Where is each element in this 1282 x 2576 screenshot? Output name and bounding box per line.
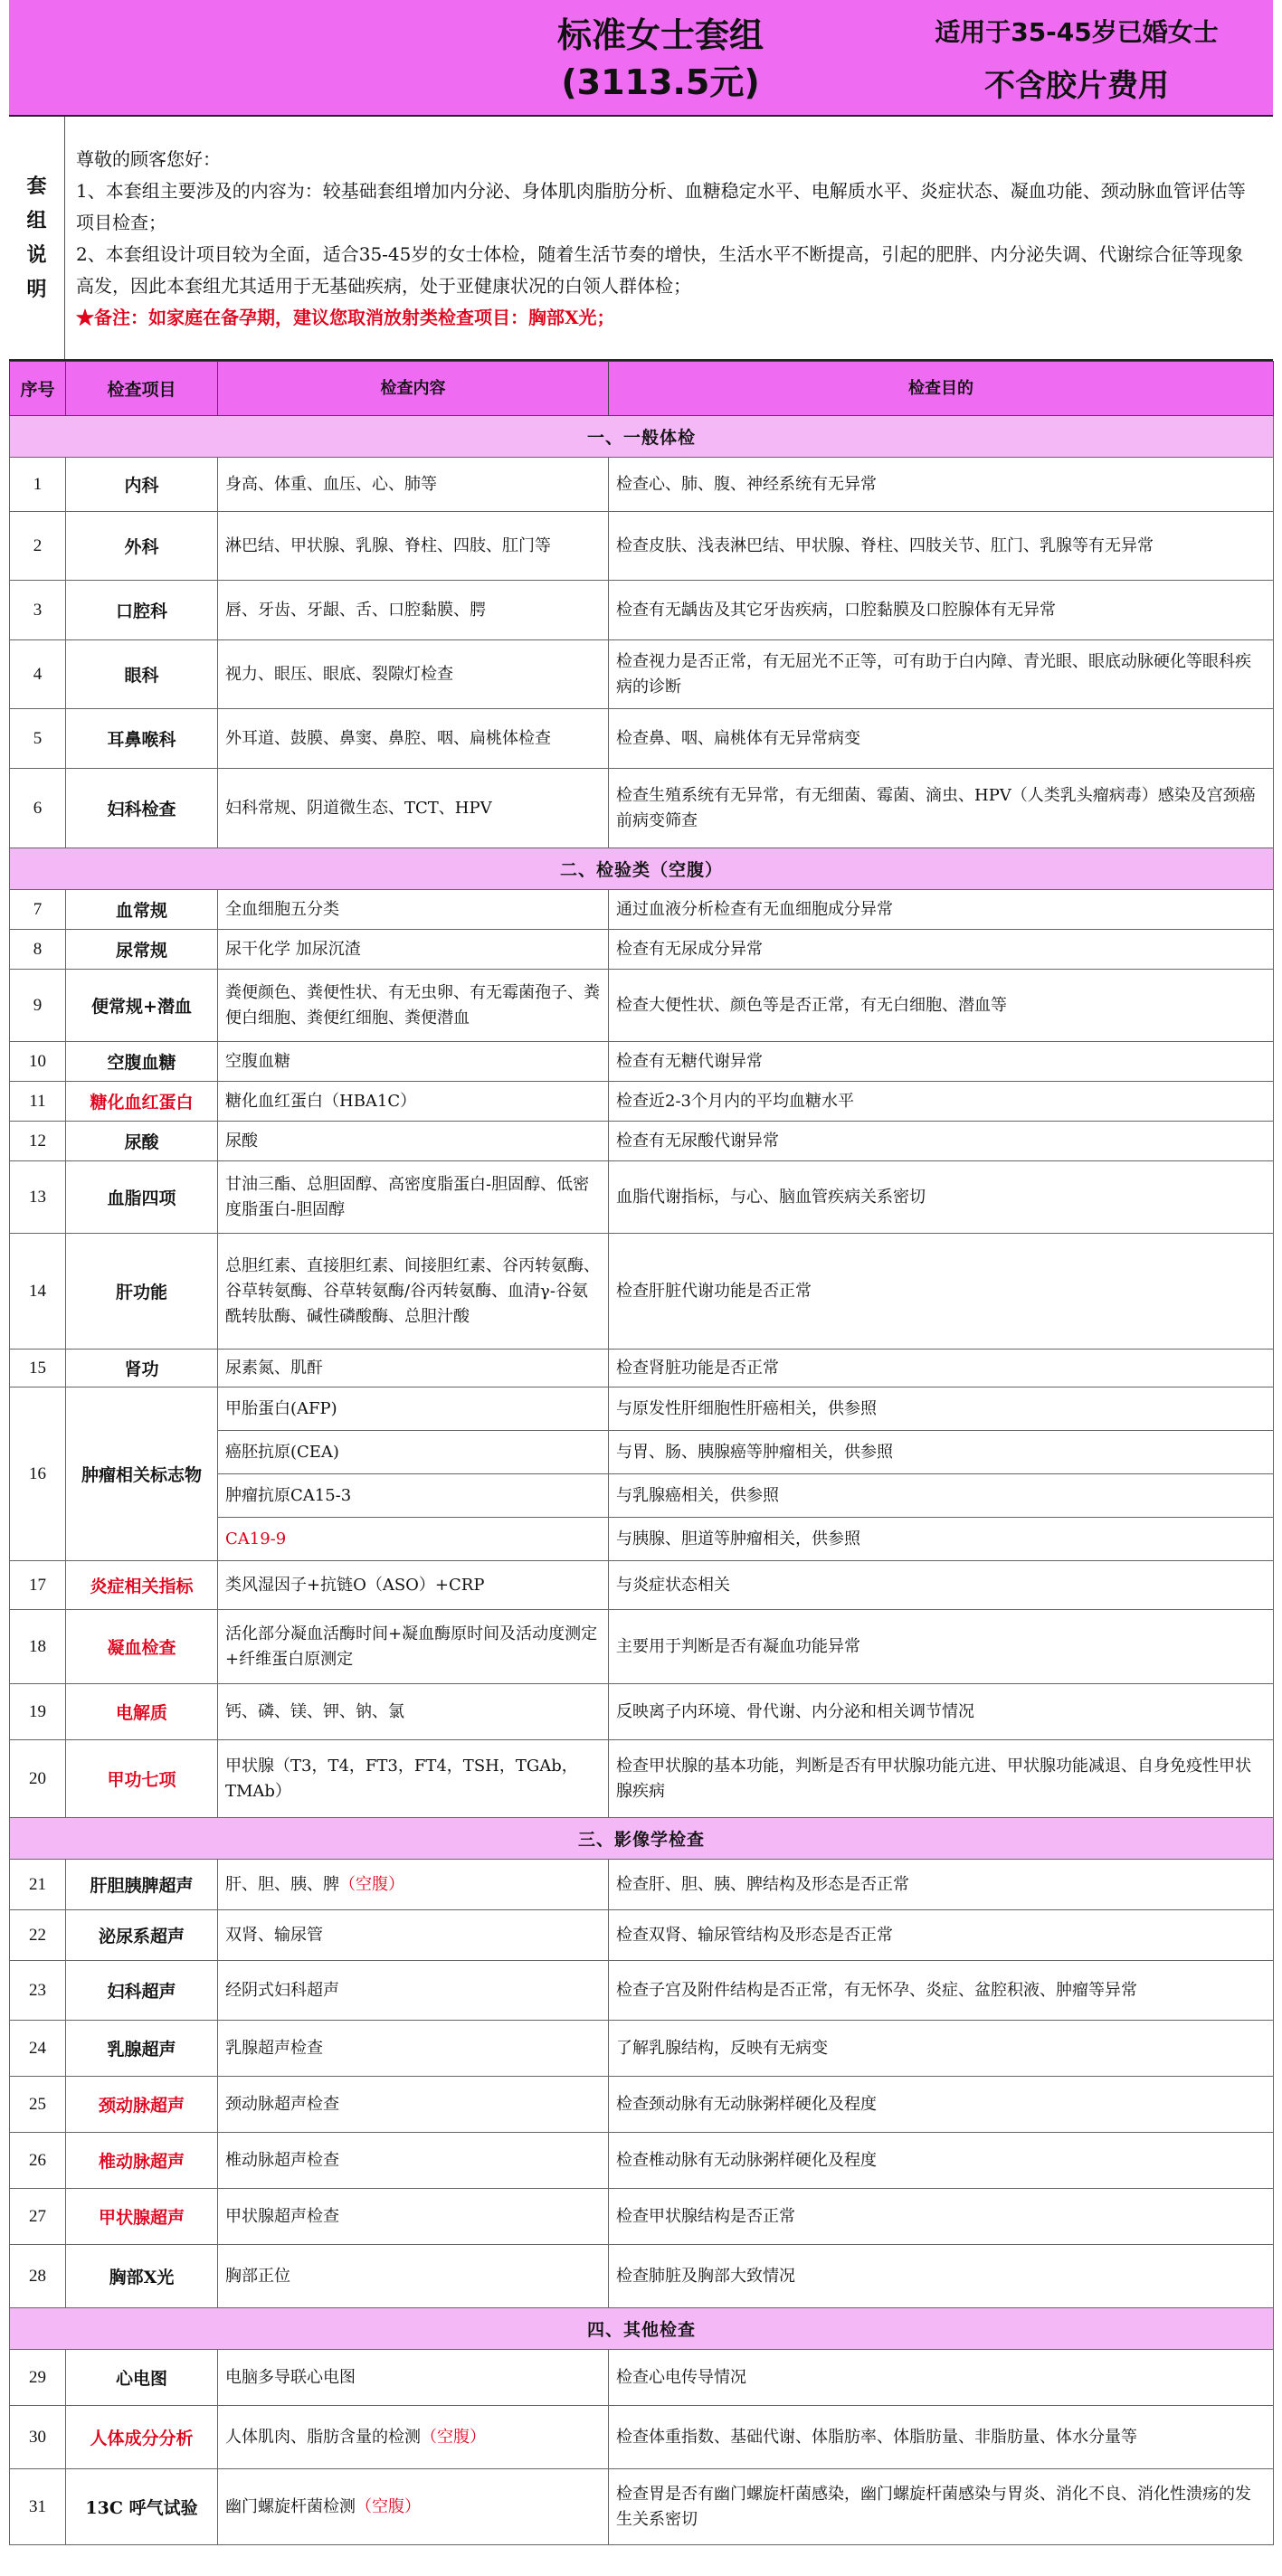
fasting-tag: （空腹）	[356, 2496, 421, 2516]
exam-item: 甲功七项	[66, 1740, 218, 1818]
exam-purpose: 检查生殖系统有无异常，有无细菌、霉菌、滴虫、HPV（人类乳头瘤病毒）感染及宫颈癌前病变筛查	[609, 769, 1274, 848]
exam-item: 血脂四项	[66, 1161, 218, 1234]
table-row	[10, 1042, 1274, 1082]
exam-content	[218, 1042, 609, 1082]
exam-table	[9, 361, 1274, 2545]
exam-content	[218, 1161, 609, 1234]
table-header-row	[10, 362, 1274, 416]
table-row	[10, 769, 1274, 848]
row-number: 27	[10, 2189, 66, 2245]
row-number: 5	[10, 709, 66, 769]
exam-item: 炎症相关指标	[66, 1561, 218, 1610]
exam-content	[218, 1518, 609, 1561]
exam-purpose: 检查甲状腺结构是否正常	[609, 2189, 1274, 2245]
row-number: 10	[10, 1042, 66, 1082]
table-row	[10, 581, 1274, 640]
pregnancy-note: ★备注：如家庭在备孕期，建议您取消放射类检查项目：胸部X光；	[76, 307, 615, 328]
exam-content-text: 甲胎蛋白(AFP)	[225, 1398, 337, 1418]
header-purpose: 检查目的	[609, 362, 1274, 416]
exam-purpose: 通过血液分析检查有无血细胞成分异常	[609, 890, 1274, 930]
row-number: 28	[10, 2245, 66, 2308]
exam-item: 肾功	[66, 1350, 218, 1387]
exam-content-text: 类风湿因子+抗链O（ASO）+CRP	[225, 1575, 485, 1595]
exam-content	[218, 1082, 609, 1122]
exam-content-text: 胸部正位	[225, 2266, 290, 2286]
row-number: 15	[10, 1350, 66, 1387]
row-number: 19	[10, 1684, 66, 1740]
exam-content	[218, 2189, 609, 2245]
exam-item: 乳腺超声	[66, 2021, 218, 2077]
row-number: 4	[10, 640, 66, 709]
exam-item: 妇科检查	[66, 769, 218, 848]
exam-content-text: 粪便颜色、粪便性状、有无虫卵、有无霉菌孢子、粪便白细胞、粪便红细胞、粪便潜血	[225, 982, 600, 1028]
exam-content	[218, 1431, 609, 1474]
exam-content	[218, 2350, 609, 2406]
exam-item: 泌尿系超声	[66, 1910, 218, 1961]
exam-content-text: 癌胚抗原(CEA)	[225, 1442, 339, 1462]
exam-content-text: 甘油三酯、总胆固醇、高密度脂蛋白-胆固醇、低密度脂蛋白-胆固醇	[225, 1174, 590, 1219]
row-number: 2	[10, 512, 66, 581]
exam-purpose: 与原发性肝细胞性肝癌相关，供参照	[609, 1387, 1274, 1431]
row-number: 29	[10, 2350, 66, 2406]
exam-purpose: 检查颈动脉有无动脉粥样硬化及程度	[609, 2077, 1274, 2133]
table-row	[10, 2021, 1274, 2077]
exam-content	[218, 458, 609, 512]
exam-content	[218, 1350, 609, 1387]
package-price: (3113.5元)	[561, 62, 760, 102]
description-line-1: 1、本套组主要涉及的内容为：较基础套组增加内分泌、身体肌肉脂肪分析、血糖稳定水平、电解质水平、炎症状态、凝血功能、颈动脉血管评估等项目检查；	[76, 180, 1246, 233]
greeting: 尊敬的顾客您好：	[76, 148, 221, 170]
exam-content	[218, 1961, 609, 2021]
section-row	[10, 2308, 1274, 2350]
row-number: 11	[10, 1082, 66, 1122]
exam-purpose: 检查体重指数、基础代谢、体脂肪率、体脂肪量、非脂肪量、体水分量等	[609, 2406, 1274, 2469]
row-number: 21	[10, 1860, 66, 1910]
exam-item: 口腔科	[66, 581, 218, 640]
exam-purpose: 检查甲状腺的基本功能，判断是否有甲状腺功能亢进、甲状腺功能减退、自身免疫性甲状腺疾病	[609, 1740, 1274, 1818]
exam-content	[218, 581, 609, 640]
header-no: 序号	[10, 362, 66, 416]
table-row	[10, 2350, 1274, 2406]
exam-item: 外科	[66, 512, 218, 581]
exam-content-text: 经阴式妇科超声	[225, 1980, 339, 2000]
exam-item: 电解质	[66, 1684, 218, 1740]
table-row	[10, 1740, 1274, 1818]
exam-content	[218, 1122, 609, 1161]
exam-content	[218, 890, 609, 930]
exam-content-text: 肝、胆、胰、脾	[225, 1874, 339, 1894]
exam-content-text: 颈动脉超声检查	[225, 2094, 339, 2114]
exam-purpose: 检查皮肤、浅表淋巴结、甲状腺、脊柱、四肢关节、肛门、乳腺等有无异常	[609, 512, 1274, 581]
row-number: 8	[10, 930, 66, 970]
exam-content	[218, 970, 609, 1042]
table-row	[10, 1561, 1274, 1610]
exam-content	[218, 2021, 609, 2077]
exam-content-text: 妇科常规、阴道微生态、TCT、HPV	[225, 798, 492, 818]
exam-content-text: 总胆红素、直接胆红素、间接胆红素、谷丙转氨酶、谷草转氨酶、谷草转氨酶/谷丙转氨酶、血清γ-谷氨酰转肽酶、碱性磷酸酶、总胆汁酸	[225, 1255, 600, 1326]
exam-item: 肝功能	[66, 1234, 218, 1350]
exam-content-text: 电脑多导联心电图	[225, 2367, 356, 2387]
row-number: 7	[10, 890, 66, 930]
exam-item: 肿瘤相关标志物	[66, 1387, 218, 1561]
row-number: 14	[10, 1234, 66, 1350]
exam-item: 13C 呼气试验	[66, 2469, 218, 2545]
table-row	[10, 2469, 1274, 2545]
exam-content-text: CA19-9	[225, 1529, 287, 1548]
header-item: 检查项目	[66, 362, 218, 416]
exam-content	[218, 2469, 609, 2545]
exam-content	[218, 930, 609, 970]
table-row	[10, 512, 1274, 581]
exam-content-text: 视力、眼压、眼底、裂隙灯检查	[225, 664, 453, 684]
exam-content-text: 甲状腺（T3，T4，FT3，FT4，TSH，TGAb，TMAb）	[225, 1756, 578, 1801]
row-number: 26	[10, 2133, 66, 2189]
table-row	[10, 709, 1274, 769]
exam-item: 尿常规	[66, 930, 218, 970]
exam-content-text: 双肾、输尿管	[225, 1925, 323, 1945]
exam-purpose: 与胰腺、胆道等肿瘤相关，供参照	[609, 1518, 1274, 1561]
exam-purpose: 检查双肾、输尿管结构及形态是否正常	[609, 1910, 1274, 1961]
exam-content-text: 身高、体重、血压、心、肺等	[225, 474, 437, 494]
target-audience: 适用于35-45岁已婚女士	[935, 17, 1219, 47]
section-row	[10, 848, 1274, 890]
exam-item: 妇科超声	[66, 1961, 218, 2021]
exam-purpose: 检查胃是否有幽门螺旋杆菌感染，幽门螺旋杆菌感染与胃炎、消化不良、消化性溃疡的发生关系密切	[609, 2469, 1274, 2545]
exam-purpose: 主要用于判断是否有凝血功能异常	[609, 1610, 1274, 1684]
exam-content	[218, 1910, 609, 1961]
exam-content-text: 椎动脉超声检查	[225, 2150, 339, 2170]
header-banner	[9, 0, 1273, 117]
package-description	[9, 117, 1273, 361]
exam-item: 内科	[66, 458, 218, 512]
exam-item: 尿酸	[66, 1122, 218, 1161]
section-row	[10, 1818, 1274, 1860]
exam-content	[218, 1561, 609, 1610]
row-number: 25	[10, 2077, 66, 2133]
row-number: 13	[10, 1161, 66, 1234]
exam-purpose: 检查有无尿成分异常	[609, 930, 1274, 970]
exam-content	[218, 1860, 609, 1910]
exam-content-text: 活化部分凝血活酶时间+凝血酶原时间及活动度测定+纤维蛋白原测定	[225, 1624, 598, 1669]
exam-content	[218, 2406, 609, 2469]
exam-purpose: 检查肾脏功能是否正常	[609, 1350, 1274, 1387]
exam-content	[218, 2133, 609, 2189]
exam-item: 血常规	[66, 890, 218, 930]
table-row	[10, 1122, 1274, 1161]
section-title: 四、其他检查	[10, 2308, 1274, 2350]
exam-content	[218, 2245, 609, 2308]
table-row	[10, 1860, 1274, 1910]
row-number: 30	[10, 2406, 66, 2469]
table-row	[10, 458, 1274, 512]
table-body	[10, 416, 1274, 2545]
exam-purpose: 检查有无糖代谢异常	[609, 1042, 1274, 1082]
table-row	[10, 1684, 1274, 1740]
fasting-tag: （空腹）	[339, 1874, 404, 1894]
exam-purpose: 检查大便性状、颜色等是否正常，有无白细胞、潜血等	[609, 970, 1274, 1042]
exam-content-text: 尿干化学 加尿沉渣	[225, 939, 361, 959]
description-label: 套 组 说 明	[9, 117, 65, 359]
table-row	[10, 2245, 1274, 2308]
exam-content-text: 唇、牙齿、牙龈、舌、口腔黏膜、腭	[225, 600, 486, 620]
row-number: 18	[10, 1610, 66, 1684]
exam-content-text: 肿瘤抗原CA15-3	[225, 1485, 352, 1505]
section-title: 一、一般体检	[10, 416, 1274, 458]
exam-item: 便常规+潜血	[66, 970, 218, 1042]
exam-purpose: 检查有无龋齿及其它牙齿疾病，口腔黏膜及口腔腺体有无异常	[609, 581, 1274, 640]
row-number: 31	[10, 2469, 66, 2545]
table-row	[10, 2406, 1274, 2469]
row-number: 12	[10, 1122, 66, 1161]
exam-purpose: 检查肝脏代谢功能是否正常	[609, 1234, 1274, 1350]
table-row	[10, 890, 1274, 930]
exam-purpose: 与炎症状态相关	[609, 1561, 1274, 1610]
exam-item: 凝血检查	[66, 1610, 218, 1684]
table-row	[10, 1910, 1274, 1961]
exam-purpose: 检查心电传导情况	[609, 2350, 1274, 2406]
section-row	[10, 416, 1274, 458]
exam-content	[218, 1387, 609, 1431]
exam-item: 心电图	[66, 2350, 218, 2406]
table-row	[10, 1961, 1274, 2021]
row-number: 9	[10, 970, 66, 1042]
exam-item: 甲状腺超声	[66, 2189, 218, 2245]
exam-purpose: 检查肝、胆、胰、脾结构及形态是否正常	[609, 1860, 1274, 1910]
exam-content	[218, 1474, 609, 1518]
exam-content	[218, 1740, 609, 1818]
description-text	[76, 144, 1261, 334]
table-row	[10, 1387, 1274, 1431]
exam-content-text: 空腹血糖	[225, 1051, 290, 1071]
exam-item: 椎动脉超声	[66, 2133, 218, 2189]
row-number: 20	[10, 1740, 66, 1818]
exam-purpose: 检查有无尿酸代谢异常	[609, 1122, 1274, 1161]
exam-item: 眼科	[66, 640, 218, 709]
header-content: 检查内容	[218, 362, 609, 416]
exam-content-text: 外耳道、鼓膜、鼻窦、鼻腔、咽、扁桃体检查	[225, 728, 551, 748]
exam-content	[218, 640, 609, 709]
exam-content	[218, 1684, 609, 1740]
exam-item: 空腹血糖	[66, 1042, 218, 1082]
exam-content-text: 尿素氮、肌酐	[225, 1358, 323, 1378]
exam-purpose: 了解乳腺结构，反映有无病变	[609, 2021, 1274, 2077]
exam-content-text: 钙、磷、镁、钾、钠、氯	[225, 1701, 404, 1721]
exam-content-text: 乳腺超声检查	[225, 2038, 323, 2058]
row-number: 17	[10, 1561, 66, 1610]
table-row	[10, 1610, 1274, 1684]
exam-purpose: 与乳腺癌相关，供参照	[609, 1474, 1274, 1518]
row-number: 3	[10, 581, 66, 640]
exam-content-text: 甲状腺超声检查	[225, 2206, 339, 2226]
exam-purpose: 检查子宫及附件结构是否正常，有无怀孕、炎症、盆腔积液、肿瘤等异常	[609, 1961, 1274, 2021]
exam-content	[218, 512, 609, 581]
exam-content-text: 尿酸	[225, 1131, 258, 1151]
table-row	[10, 1082, 1274, 1122]
exam-purpose: 检查近2-3个月内的平均血糖水平	[609, 1082, 1274, 1122]
table-row	[10, 2189, 1274, 2245]
package-title: 标准女士套组	[556, 15, 764, 55]
section-title: 二、检验类（空腹）	[10, 848, 1274, 890]
table-row	[10, 1161, 1274, 1234]
exam-item: 肝胆胰脾超声	[66, 1860, 218, 1910]
table-row	[10, 640, 1274, 709]
exam-content-text: 糖化血红蛋白（HBA1C）	[225, 1091, 417, 1111]
table-row	[10, 1234, 1274, 1350]
exam-item: 耳鼻喉科	[66, 709, 218, 769]
exam-content-text: 全血细胞五分类	[225, 899, 339, 919]
fasting-tag: （空腹）	[421, 2427, 486, 2447]
exam-purpose: 检查心、肺、腹、神经系统有无异常	[609, 458, 1274, 512]
table-row	[10, 1350, 1274, 1387]
exam-item: 胸部X光	[66, 2245, 218, 2308]
section-title: 三、影像学检查	[10, 1818, 1274, 1860]
exam-content	[218, 1610, 609, 1684]
exam-content-text: 人体肌肉、脂肪含量的检测	[225, 2427, 421, 2447]
page	[9, 0, 1273, 2576]
exam-content-text: 幽门螺旋杆菌检测	[225, 2496, 356, 2516]
exam-purpose: 反映离子内环境、骨代谢、内分泌和相关调节情况	[609, 1684, 1274, 1740]
exam-purpose: 与胃、肠、胰腺癌等肿瘤相关，供参照	[609, 1431, 1274, 1474]
exam-purpose: 血脂代谢指标，与心、脑血管疾病关系密切	[609, 1161, 1274, 1234]
table-row	[10, 930, 1274, 970]
exam-item: 人体成分分析	[66, 2406, 218, 2469]
exam-purpose: 检查椎动脉有无动脉粥样硬化及程度	[609, 2133, 1274, 2189]
row-number: 24	[10, 2021, 66, 2077]
exam-content-text: 淋巴结、甲状腺、乳腺、脊柱、四肢、肛门等	[225, 535, 551, 555]
row-number: 16	[10, 1387, 66, 1561]
row-number: 22	[10, 1910, 66, 1961]
row-number: 23	[10, 1961, 66, 2021]
exam-content	[218, 2077, 609, 2133]
table-row	[10, 970, 1274, 1042]
table-row	[10, 2133, 1274, 2189]
exam-content	[218, 1234, 609, 1350]
exam-content	[218, 709, 609, 769]
film-fee-note: 不含胶片费用	[984, 68, 1169, 104]
exam-item: 颈动脉超声	[66, 2077, 218, 2133]
description-line-2: 2、本套组设计项目较为全面，适合35-45岁的女士体检，随着生活节奏的增快，生活水平不断提高，引起的肥胖、内分泌失调、代谢综合征等现象高发，因此本套组尤其适用于无基础疾病，处于亚健康状况的白领人群体检；	[76, 243, 1244, 297]
exam-purpose: 检查肺脏及胸部大致情况	[609, 2245, 1274, 2308]
exam-content	[218, 769, 609, 848]
exam-purpose: 检查视力是否正常，有无屈光不正等，可有助于白内障、青光眼、眼底动脉硬化等眼科疾病的诊断	[609, 640, 1274, 709]
exam-item: 糖化血红蛋白	[66, 1082, 218, 1122]
exam-purpose: 检查鼻、咽、扁桃体有无异常病变	[609, 709, 1274, 769]
row-number: 6	[10, 769, 66, 848]
row-number: 1	[10, 458, 66, 512]
table-row	[10, 2077, 1274, 2133]
